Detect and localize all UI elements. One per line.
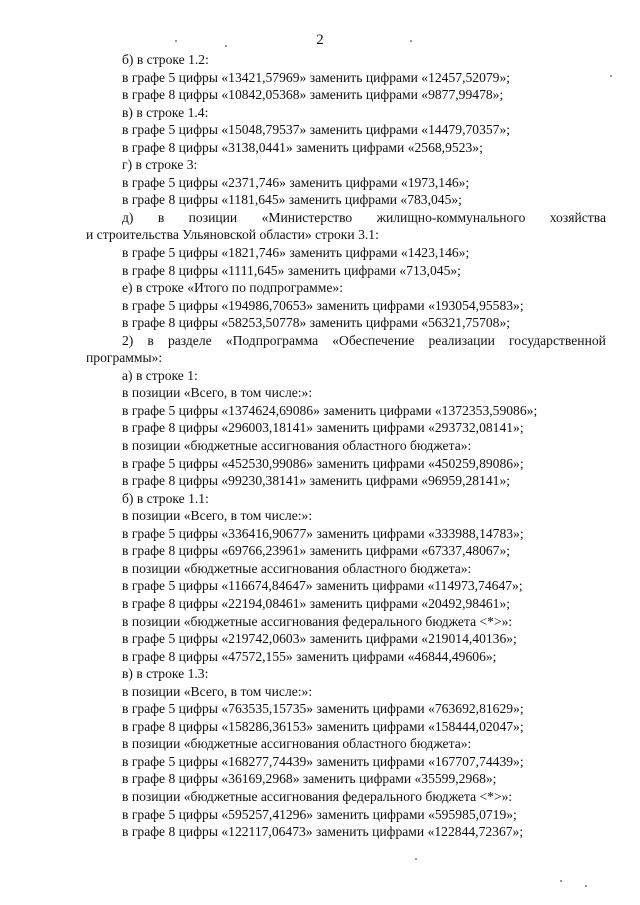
document-line: в графе 5 цифры «116674,84647» заменить цифрами «114973,74647»;	[122, 578, 523, 594]
document-word: «Подпрограмма	[225, 332, 319, 348]
scan-speck	[415, 858, 417, 860]
document-word: 2)	[122, 332, 134, 348]
document-line: программы»:	[86, 350, 163, 366]
page-number: 2	[316, 32, 324, 48]
document-word: позиции	[188, 209, 238, 225]
document-line: в позиции «Всего, в том числе:»:	[122, 385, 313, 401]
scan-speck	[175, 40, 177, 42]
document-line: в позиции «бюджетные ассигнования областного бюджета»:	[122, 438, 472, 454]
document-line: в графе 5 цифры «168277,74439» заменить цифрами «167707,74439»;	[122, 753, 524, 769]
document-line: а) в строке 1:	[122, 367, 198, 383]
document-line: в графе 8 цифры «158286,36153» заменить цифрами «158444,02047»;	[122, 718, 524, 734]
document-line: в графе 5 цифры «13421,57969» заменить цифрами «12457,52079»;	[122, 69, 511, 85]
document-line: в графе 8 цифры «296003,18141» заменить цифрами «293732,08141»;	[122, 420, 524, 436]
document-line: в графе 8 цифры «3138,0441» заменить цифрами «2568,9523»;	[122, 139, 483, 155]
document-line: в графе 5 цифры «194986,70653» заменить цифрами «193054,95583»;	[122, 297, 524, 313]
document-line: в графе 8 цифры «58253,50778» заменить цифрами «56321,75708»;	[122, 315, 511, 331]
scan-speck	[410, 40, 412, 42]
document-line: в графе 5 цифры «1821,746» заменить цифрами «1423,146»;	[122, 245, 470, 261]
document-line	[86, 209, 606, 227]
document-word: «Обеспечение	[332, 332, 415, 348]
scan-speck	[560, 880, 562, 882]
document-line: в графе 8 цифры «1181,645» заменить цифрами «783,045»;	[122, 192, 462, 208]
document-line: в графе 5 цифры «452530,99086» заменить цифрами «450259,89086»;	[122, 455, 524, 471]
document-line: в графе 5 цифры «2371,746» заменить цифрами «1973,146»;	[122, 174, 470, 190]
document-line: в графе 8 цифры «36169,2968» заменить цифрами «35599,2968»;	[122, 771, 497, 787]
document-line: г) в строке 3:	[122, 157, 198, 173]
scan-speck	[610, 75, 612, 77]
document-line: в позиции «бюджетные ассигнования областного бюджета»:	[122, 736, 472, 752]
scan-speck	[225, 45, 227, 47]
document-line: и строительства Ульяновской области» строки 3.1:	[86, 227, 379, 243]
document-line: е) в строке «Итого по подпрограмме»:	[122, 280, 343, 296]
document-line: в) в строке 1.4:	[122, 104, 209, 120]
document-line: в графе 8 цифры «47572,155» заменить цифрами «46844,49606»;	[122, 648, 497, 664]
document-line: в позиции «бюджетные ассигнования областного бюджета»:	[122, 560, 472, 576]
document-line: в графе 5 цифры «219742,0603» заменить цифрами «219014,40136»;	[122, 631, 517, 647]
document-line: б) в строке 1.1:	[122, 490, 209, 506]
document-word: реализации	[428, 332, 495, 348]
document-line	[86, 332, 606, 350]
document-word: «Министерство	[261, 209, 353, 225]
document-word: д)	[122, 209, 134, 225]
document-word: в	[147, 332, 154, 348]
document-line: в графе 5 цифры «336416,90677» заменить цифрами «333988,14783»;	[122, 525, 524, 541]
document-line: в позиции «Всего, в том числе:»:	[122, 683, 313, 699]
document-line: в графе 8 цифры «10842,05368» заменить цифрами «9877,99478»;	[122, 87, 504, 103]
document-word: государственной	[509, 332, 606, 348]
scan-speck	[585, 885, 587, 887]
document-line: в позиции «бюджетные ассигнования федерального бюджета <*>»:	[122, 788, 513, 804]
document-word: жилищно-коммунального	[376, 209, 526, 225]
document-line: в графе 8 цифры «69766,23961» заменить цифрами «67337,48067»;	[122, 543, 511, 559]
document-line: в графе 5 цифры «1374624,69086» заменить цифрами «1372353,59086»;	[122, 402, 538, 418]
document-line: в графе 5 цифры «763535,15735» заменить цифрами «763692,81629»;	[122, 701, 524, 717]
document-line: в графе 8 цифры «1111,645» заменить цифрами «713,045»;	[122, 262, 461, 278]
document-line: в позиции «бюджетные ассигнования федерального бюджета <*>»:	[122, 613, 513, 629]
document-line: в графе 5 цифры «595257,41296» заменить цифрами «595985,0719»;	[122, 806, 517, 822]
document-line: в графе 8 цифры «22194,08461» заменить цифрами «20492,98461»;	[122, 595, 511, 611]
document-line: б) в строке 1.2:	[122, 52, 209, 67]
document-line: в графе 8 цифры «99230,38141» заменить цифрами «96959,28141»;	[122, 473, 511, 489]
document-line: в графе 8 цифры «122117,06473» заменить цифрами «122844,72367»;	[122, 824, 524, 840]
document-line: в позиции «Всего, в том числе:»:	[122, 508, 313, 524]
document-line: в графе 5 цифры «15048,79537» заменить цифрами «14479,70357»;	[122, 122, 511, 138]
document-body	[86, 51, 606, 841]
document-word: хозяйства	[549, 209, 606, 225]
document-line: в) в строке 1.3:	[122, 666, 209, 682]
document-word: разделе	[167, 332, 212, 348]
document-word: в	[157, 209, 165, 225]
